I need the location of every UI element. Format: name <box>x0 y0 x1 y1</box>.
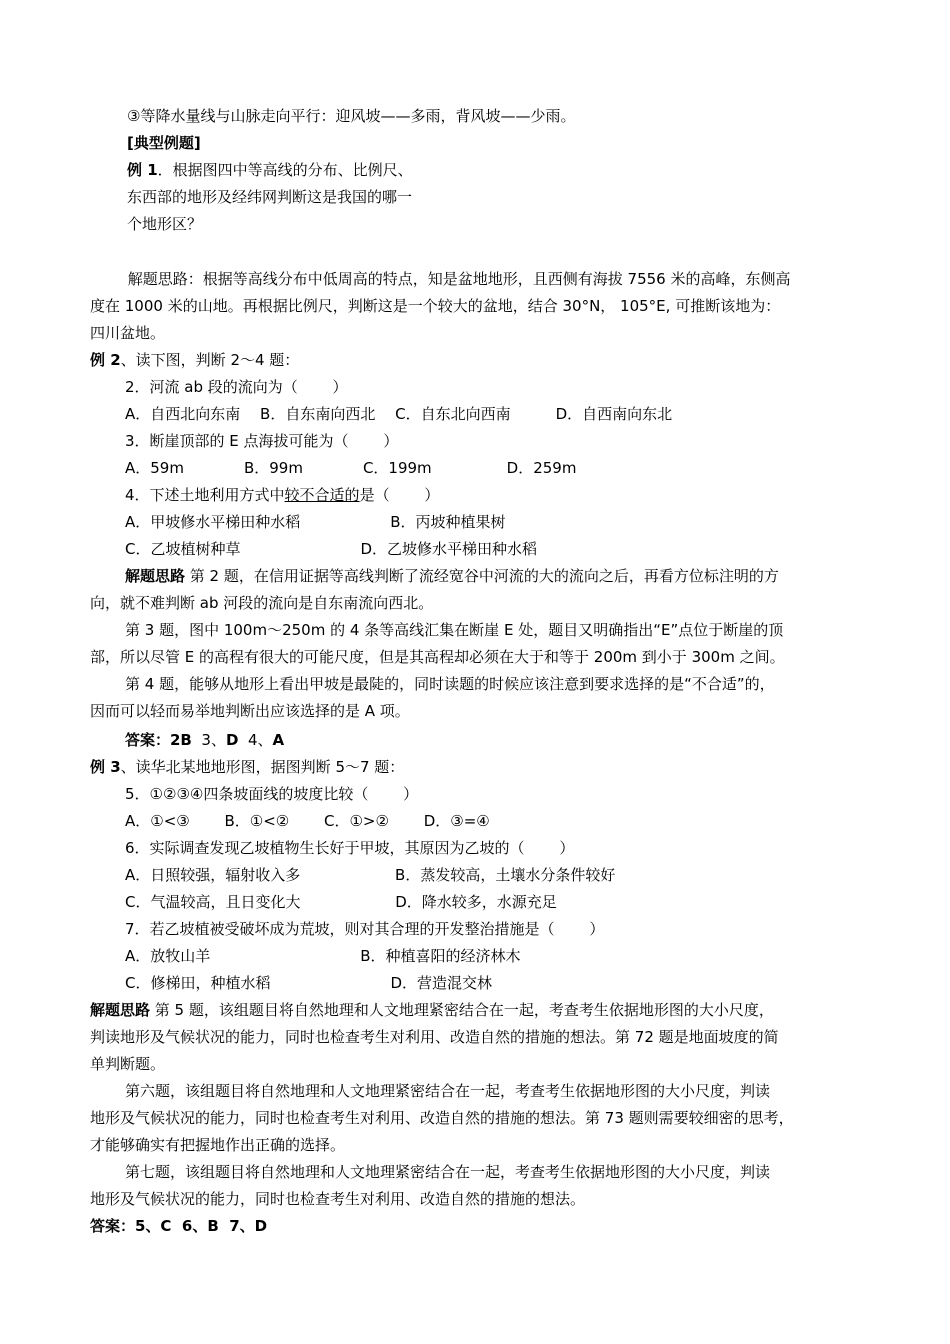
text-span: 是（ ） <box>359 486 440 504</box>
question-3: 3．断崖顶部的 E 点海拔可能为（ ） <box>125 432 399 450</box>
question-4 <box>125 485 439 505</box>
text-line: 才能够确实有把握地作出正确的选择。 <box>90 1136 346 1154</box>
answer-text: A <box>272 731 285 749</box>
example-1-title <box>127 160 413 180</box>
example-3-title <box>90 757 404 777</box>
text-line: 第 4 题，能够从地形上看出甲坡是最陡的，同时读题的时候应该注意到要求选择的是“不合适”的， <box>125 675 775 693</box>
question-6-options-cd: C．气温较高，且日变化大 D．降水较多，水源充足 <box>125 893 557 911</box>
text-line: 四川盆地。 <box>90 324 166 342</box>
answer-line <box>125 730 284 750</box>
solution-text <box>90 1000 774 1020</box>
question-4-options-cd: C．乙坡植树种草 D．乙坡修水平梯田种水稻 <box>125 540 538 558</box>
solution-label: 解题思路 <box>90 1001 151 1019</box>
text-line: 东西部的地形及经纬网判断这是我国的哪一 <box>127 188 413 206</box>
answer-text: 答案：2B <box>125 731 192 749</box>
question-2-options: A．自西北向东南 B．自东南向西北 C．自东北向西南 D．自西南向东北 <box>125 405 673 423</box>
text-span: 第 5 题，该组题目将自然地理和人文地理紧密结合在一起，考查考生依据地形图的大小尺度， <box>150 1001 774 1019</box>
question-6-options-ab: A．日照较强，辐射收入多 B．蒸发较高，土壤水分条件较好 <box>125 866 616 884</box>
text-span: 3、 <box>191 731 226 749</box>
question-5: 5．①②③④四条坡面线的坡度比较（ ） <box>125 785 419 803</box>
text-line: 单判断题。 <box>90 1055 166 1073</box>
text-line: ③等降水量线与山脉走向平行：迎风坡——多雨，背风坡——少雨。 <box>127 107 576 125</box>
text-span: ．根据图四中等高线的分布、比例尺、 <box>157 161 413 179</box>
text-line: 个地形区？ <box>127 215 203 233</box>
question-6: 6．实际调查发现乙坡植物生长好于甲坡，其原因为乙坡的（ ） <box>125 839 575 857</box>
text-line: 因而可以轻而易举地判断出应该选择的是 A 项。 <box>90 702 410 720</box>
text-line: 判读地形及气候状况的能力，同时也检查考生对利用、改造自然的措施的想法。第 72 题是地面坡度的简 <box>90 1028 779 1046</box>
answer-line: 答案：5、C 6、B 7、D <box>90 1217 268 1235</box>
text-line: 第 3 题，图中 100m～250m 的 4 条等高线汇集在断崖 E 处，题目又明确指出“E”点位于断崖的顶 <box>125 621 784 639</box>
text-line: 度在 1000 米的山地。再根据比例尺，判断这是一个较大的盆地，结合 30°N， 105°E, 可推断该地为： <box>90 297 781 315</box>
text-line: 第七题，该组题目将自然地理和人文地理紧密结合在一起，考查考生依据地形图的大小尺度，判读 <box>125 1163 771 1181</box>
question-7: 7．若乙坡植被受破坏成为荒坡，则对其合理的开发整治措施是（ ） <box>125 920 605 938</box>
text-line: 解题思路：根据等高线分布中低周高的特点，知是盆地地形，且西侧有海拔 7556 米的高峰，东侧高 <box>123 270 791 288</box>
text-span: 第 2 题，在信用证据等高线判断了流经宽谷中河流的大的流向之后，再看方位标注明的方 <box>185 567 779 585</box>
section-heading: [典型例题] <box>127 134 201 152</box>
question-4-options-ab: A．甲坡修水平梯田种水稻 B．丙坡种植果树 <box>125 513 506 531</box>
underlined-text: 较不合适的 <box>284 486 360 504</box>
text-line: 向，就不难判断 ab 河段的流向是自东南流向西北。 <box>90 594 434 612</box>
text-line: 地形及气候状况的能力，同时也检查考生对利用、改造自然的措施的想法。 <box>90 1190 586 1208</box>
question-5-options: A．①<③ B．①<② C．①>② D．③=④ <box>125 812 490 830</box>
text-line: 部，所以尽管 E 的高程有很大的可能尺度，但是其高程却必须在大于和等于 200m 到小于 300m 之间。 <box>90 648 785 666</box>
example-label: 例 2 <box>90 351 121 369</box>
text-line: 第六题，该组题目将自然地理和人文地理紧密结合在一起，考查考生依据地形图的大小尺度，判读 <box>125 1082 771 1100</box>
question-3-options: A．59m B．99m C．199m D．259m <box>125 459 577 477</box>
example-2-title <box>90 350 299 370</box>
text-span: 4．下述土地利用方式中 <box>125 486 285 504</box>
text-span: 、读下图，判断 2～4 题： <box>120 351 300 369</box>
example-label: 例 3 <box>90 758 121 776</box>
text-span: 、读华北某地地形图，据图判断 5～7 题： <box>120 758 405 776</box>
question-7-options-ab: A．放牧山羊 B．种植喜阳的经济林木 <box>125 947 521 965</box>
answer-text: D <box>225 731 239 749</box>
question-2: 2．河流 ab 段的流向为（ ） <box>125 378 348 396</box>
solution-label: 解题思路 <box>125 567 186 585</box>
solution-text <box>125 566 779 586</box>
question-7-options-cd: C．修梯田，种植水稻 D．营造混交林 <box>125 974 493 992</box>
text-span: 4、 <box>238 731 273 749</box>
text-line: 地形及气候状况的能力，同时也检查考生对利用、改造自然的措施的想法。第 73 题则需要较细密的思考， <box>90 1109 794 1127</box>
example-label: 例 1 <box>127 161 158 179</box>
